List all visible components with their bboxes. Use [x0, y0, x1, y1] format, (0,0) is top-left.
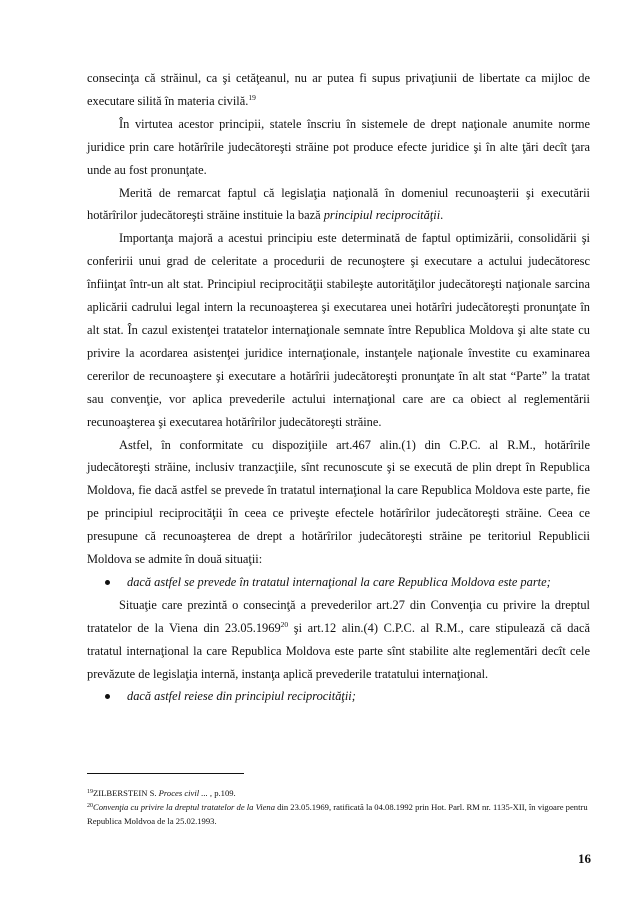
paragraph-1: [87, 67, 590, 113]
footnote-ref-19[interactable]: 19: [248, 92, 256, 102]
page-number: 16: [578, 851, 591, 866]
paragraph-1-text: consecinţa că străinul, ca şi cetăţeanul, nu ar putea fi supus privaţiunii de libertate ca mijloc de executare silită în materia civilă.: [87, 71, 590, 108]
footnote-20-rest: din 23.05.1969, ratificată la 04.08.1992 prin Hot. Parl. RM nr. 1135-XII, în vigoare pentru Republica Moldvoa de la 25.02.1993.: [87, 802, 588, 826]
footnote-separator: [87, 773, 244, 774]
footnote-19-title: Proces civil ... ,: [158, 788, 213, 798]
footnote-19-author: ZILBERSTEIN S.: [93, 788, 159, 798]
bullet-dot-icon: [105, 580, 110, 585]
paragraph-3-end: .: [440, 208, 444, 223]
footnote-20: [87, 800, 592, 828]
paragraph-3: [87, 182, 590, 228]
bullet-item-2-text: dacă astfel reiese din principiul reciprocităţii;: [127, 689, 356, 704]
paragraph-3-italic-term: principiul reciprocităţii: [323, 208, 441, 223]
footnote-19-number: 19: [87, 789, 93, 795]
paragraph-2: În virtutea acestor principii, statele înscriu în sistemele de drept naţionale anumite norme juridice prin care hotărîrile judecătoreşti străine pot produce efecte juridice şi în alte ţări decît ţara unde au fost pronunţate.: [87, 116, 590, 177]
bullet-item-2: [87, 685, 590, 708]
bullet-dot-icon: [105, 694, 110, 699]
footnote-20-title: Convenţia cu privire la dreptul tratatelor de la Viena: [93, 802, 276, 812]
footnotes: [87, 786, 592, 828]
paragraph-5: Astfel, în conformitate cu dispoziţiile art.467 alin.(1) din C.P.C. al R.M., hotărîrile judecătoreşti străine, inclusiv tranzacţiile, sînt recunoscute şi se execută de plin drept în Republica Moldova, fie dacă astfel se prevede în tratatul internaţional la care Republica Moldova este parte, fie pe principiul reciprocităţii în ceea ce priveşte efectele hotărîrilor judecătoreşti străine. Ceea ce presupune că recunoaşterea de drept a hotărîrilor judecătoreşti străine pe teritoriul Republicii Moldova se admite în două situaţii:: [87, 437, 590, 567]
paragraph-6-text-b: şi art.12 alin.(4) C.P.C. al R.M., care stipulează că dacă tratatul internaţional la care Republica Moldova este parte sînt stabilite alte reglementări decît cele prevăzute de legislaţia internă, instanţa aplică prevederile tratatului internaţional.: [87, 620, 590, 681]
bullet-item-1-text: dacă astfel se prevede în tratatul internaţional la care Republica Moldova este parte;: [127, 574, 551, 589]
document-body: [87, 67, 590, 708]
bullet-item-1: [87, 571, 590, 594]
footnote-20-number: 20: [87, 803, 93, 809]
footnote-19: [87, 786, 592, 800]
paragraph-6-text-a: Situaţie care prezintă o consecinţă a prevederilor art.27 din Convenţia cu privire la dreptul tratatelor de la Viena din 23.05.1969: [87, 597, 590, 635]
footnote-ref-20[interactable]: 20: [280, 619, 289, 629]
paragraph-3-text: Merită de remarcat faptul că legislaţia naţională în domeniul recunoaşterii şi executării hotărîrilor judecătoreşti străine instituie la bază: [87, 185, 590, 223]
footnote-19-rest: p.109.: [212, 788, 236, 798]
paragraph-4: Importanţa majoră a acestui principiu este determinată de faptul optimizării, consolidării şi conferirii unui grad de celeritate a procedurii de recunoştere şi executare a actului judecătoresc înfiinţat într-un alt stat. Principiul reciprocităţii stabileşte autorităţilor judecătoreşti naţionale sarcina aplicării cadrului legal intern la recunoaşterea şi executarea unei hotărîri judecătoreşti pronunţate în alt stat. În cazul existenţei tratatelor internaţionale semnate între Republica Moldova şi alte state cu privire la acordarea asistenţei juridice internaţionale, instanţele naţionale învestite cu examinarea cererilor de recunoaştere şi executare a hotărîrii judecătoreşti pronunţate în alt stat “Parte” la tratat sau convenţie, vor aplica prevederile actului internaţional care are ca obiect al reglementării recunoaşterea şi executarea hotărîrilor judecătoreşti străine.: [87, 231, 590, 429]
paragraph-6: [87, 594, 590, 686]
